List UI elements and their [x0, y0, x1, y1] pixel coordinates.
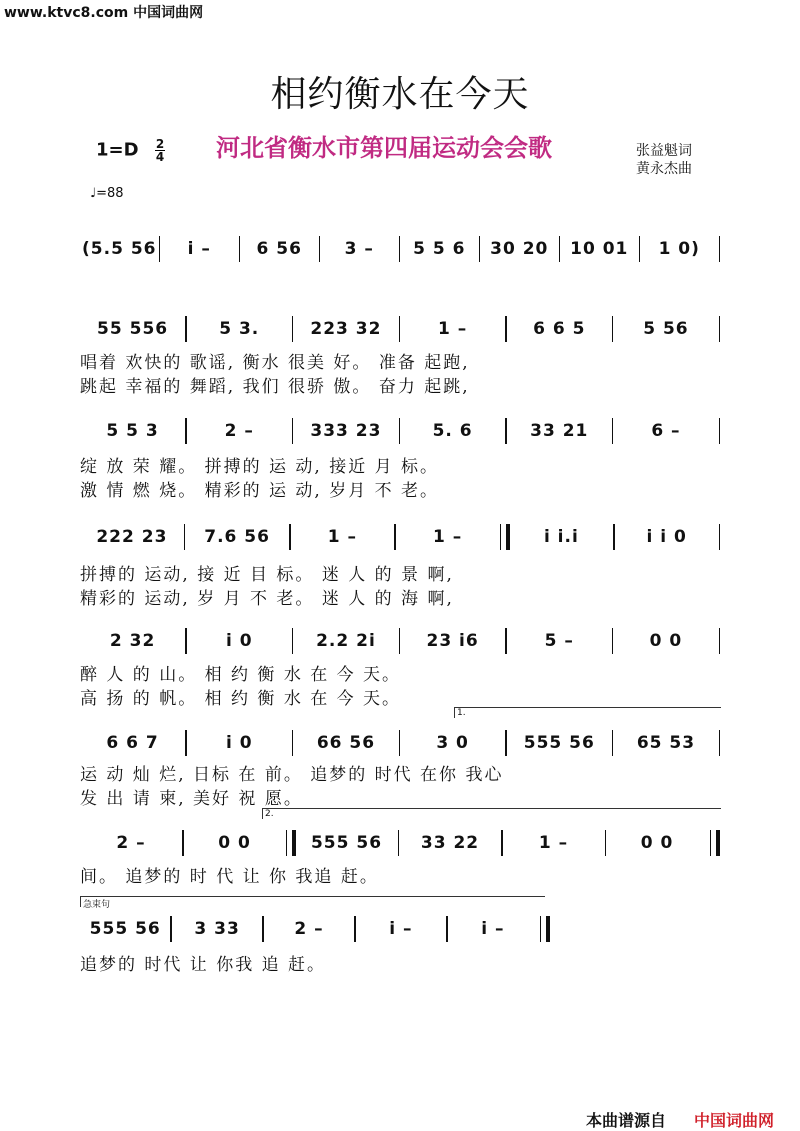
- measure: i 0: [225, 631, 253, 651]
- measure: 3 33: [194, 919, 240, 939]
- lyric-line: 激 情 燃 烧。 精彩的 运 动, 岁月 不 老。: [80, 481, 440, 501]
- second-ending-bracket: [262, 808, 721, 819]
- lyric-line: 醉 人 的 山。 相 约 衡 水 在 今 天。: [80, 665, 402, 685]
- measure: 333 23: [310, 421, 382, 441]
- time-sig-numerator: 2: [155, 137, 165, 151]
- measure: 5 5 6: [413, 239, 466, 259]
- measure: 1 –: [437, 319, 468, 339]
- measure: 2.2 2i: [316, 631, 376, 651]
- measure: 555 56: [523, 733, 595, 753]
- footer-source-label: 本曲谱源自: [586, 1111, 667, 1130]
- coda-label: 急束句: [83, 900, 111, 910]
- measure: 555 56: [310, 833, 383, 853]
- measure: 6 56: [256, 239, 302, 259]
- second-ending-label: 2.: [265, 809, 274, 819]
- footer-site-link[interactable]: 中国词曲网: [694, 1111, 775, 1130]
- site-header: www.ktvc8.com 中国词曲网: [4, 5, 204, 21]
- lyric-line: 唱着 欢快的 歌谣, 衡水 很美 好。 准备 起跑,: [80, 353, 470, 373]
- measure: 222 23: [96, 527, 168, 547]
- lyric-line: 追梦的 时代 让 你我 追 赶。: [80, 955, 327, 975]
- measure: i –: [481, 919, 505, 939]
- measure: 5. 6: [432, 421, 473, 441]
- measure: i –: [389, 919, 413, 939]
- measure: 1 –: [433, 527, 463, 547]
- score-row-3: [80, 414, 720, 448]
- measure: 6 –: [651, 421, 681, 441]
- measure: 33 22: [420, 833, 480, 853]
- measure: 55 556: [97, 319, 169, 339]
- lyric-line: 精彩的 运动, 岁 月 不 老。 迷 人 的 海 啊,: [80, 589, 454, 609]
- measure: 555 56: [89, 919, 161, 939]
- measure: 3 0: [436, 733, 469, 753]
- song-subtitle: 河北省衡水市第四届运动会会歌: [216, 133, 552, 162]
- measure: 2 –: [116, 833, 146, 853]
- measure: 5 3.: [219, 319, 260, 339]
- lyric-line: 间。 追梦的 时 代 让 你 我追 赶。: [80, 867, 379, 887]
- lyric-line: 运 动 灿 烂, 日标 在 前。 追梦的 时代 在你 我心: [80, 765, 504, 785]
- measure: 0 0: [218, 833, 251, 853]
- time-signature: [155, 138, 165, 163]
- lyric-line: 绽 放 荣 耀。 拼搏的 运 动, 接近 月 标。: [80, 457, 440, 477]
- measure: i –: [187, 239, 211, 259]
- measure: 6 6 5: [533, 319, 586, 339]
- measure: 5 5 3: [106, 421, 159, 441]
- measure: 6 6 7: [106, 733, 159, 753]
- key-signature: [96, 138, 165, 163]
- measure: (5.5 56: [82, 239, 157, 259]
- measure: 223 32: [310, 319, 382, 339]
- measure: 33 21: [530, 421, 589, 441]
- measure: 5 –: [544, 631, 574, 651]
- score-row-1: [80, 232, 720, 266]
- measure: 65 53: [636, 733, 696, 753]
- measure: 7.6 56: [204, 527, 270, 547]
- measure: 2 –: [294, 919, 324, 939]
- score-row-2: [80, 312, 720, 346]
- measure: 0 0: [640, 833, 674, 853]
- measure: 5 56: [643, 319, 689, 339]
- measure: 30 20: [490, 239, 549, 259]
- lyric-line: 拼搏的 运动, 接 近 目 标。 迷 人 的 景 啊,: [80, 565, 454, 585]
- song-title: 相约衡水在今天: [270, 74, 530, 115]
- score-row-7: [80, 826, 720, 860]
- score-row-8: [80, 912, 550, 946]
- measure: i 0: [225, 733, 253, 753]
- tempo-marking: ♩=88: [90, 186, 124, 201]
- measure: 23 i6: [426, 631, 479, 651]
- composer-credit: 黄永杰曲: [636, 161, 692, 177]
- score-row-5: [80, 624, 720, 658]
- score-row-4: [80, 520, 720, 554]
- time-sig-denominator: 4: [155, 150, 165, 164]
- score-row-6: [80, 726, 720, 760]
- lyric-line: 发 出 请 柬, 美好 祝 愿。: [80, 789, 303, 809]
- measure: 1 0): [658, 239, 700, 259]
- measure: i i.i: [543, 527, 579, 547]
- measure: 1 –: [538, 833, 569, 853]
- measure: 10 01: [570, 239, 629, 259]
- first-ending-label: 1.: [457, 708, 466, 718]
- measure: 3 –: [344, 239, 374, 259]
- measure: 1 –: [327, 527, 357, 547]
- key-label: 1=D: [96, 139, 139, 161]
- lyric-line: 跳起 幸福的 舞蹈, 我们 很骄 傲。 奋力 起跳,: [80, 377, 470, 397]
- measure: 0 0: [649, 631, 683, 651]
- measure: 66 56: [316, 733, 376, 753]
- measure: i i 0: [646, 527, 687, 547]
- lyricist-credit: 张益魁词: [636, 143, 692, 159]
- lyric-line: 高 扬 的 帆。 相 约 衡 水 在 今 天。: [80, 689, 402, 709]
- coda-bracket: [80, 896, 545, 910]
- measure: 2 32: [109, 631, 156, 651]
- first-ending-bracket: [454, 707, 721, 718]
- measure: 2 –: [224, 421, 254, 441]
